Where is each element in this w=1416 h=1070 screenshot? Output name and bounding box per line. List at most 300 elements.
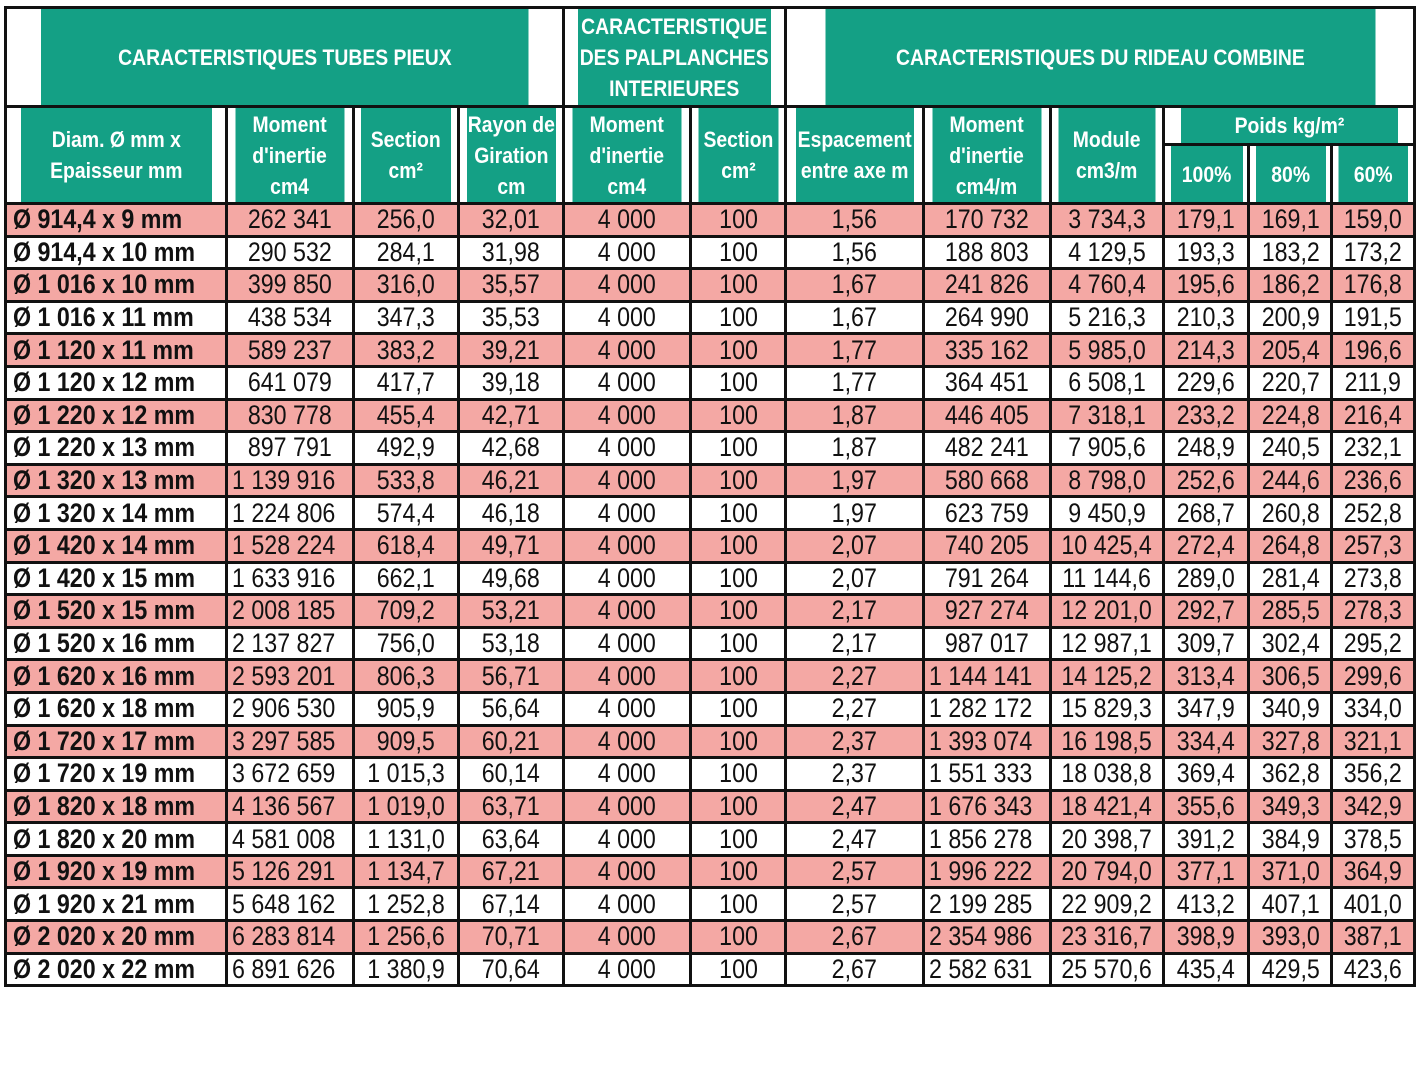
cell-moment-tube [226, 432, 353, 465]
cell-rayon [459, 301, 564, 334]
group-header-tubes [39, 8, 530, 107]
cell-moment-tube-value: 2 008 185 [231, 595, 335, 626]
cell-moment-rideau [923, 855, 1050, 888]
cell-poids-100-value: 289,0 [1177, 562, 1236, 593]
cell-espacement-value: 2,07 [831, 562, 877, 593]
cell-rayon [459, 888, 564, 921]
cell-diam-value: Ø 1 820 x 20 mm [13, 823, 196, 854]
cell-section-tube-value: 533,8 [376, 465, 436, 496]
cell-diam-value: Ø 2 020 x 20 mm [13, 921, 196, 952]
cell-poids-60 [1332, 497, 1415, 530]
cell-moment-rideau-value: 482 241 [944, 432, 1029, 463]
cell-poids-100-value: 179,1 [1177, 204, 1236, 235]
cell-poids-80 [1249, 464, 1332, 497]
cell-poids-60-value: 216,4 [1344, 399, 1403, 430]
cell-moment-tube-value: 6 891 626 [231, 953, 335, 984]
cell-module [1050, 921, 1163, 954]
table-row [6, 758, 1415, 791]
table-row [6, 921, 1415, 954]
cell-poids-60 [1332, 269, 1415, 302]
cell-moment-rideau [923, 301, 1050, 334]
cell-section-tube [353, 692, 458, 725]
cell-section-tube [353, 236, 458, 269]
cell-poids-80-value: 224,8 [1261, 399, 1320, 430]
cell-moment-rideau-value: 580 668 [944, 465, 1029, 496]
cell-poids-100-value: 334,4 [1177, 725, 1236, 756]
cell-poids-60-value: 273,8 [1344, 562, 1403, 593]
cell-moment-palp-value: 4 000 [598, 399, 657, 430]
cell-poids-80-value: 285,5 [1261, 595, 1320, 626]
cell-section-palp [691, 236, 786, 269]
cell-section-tube-value: 1 131,0 [367, 823, 445, 854]
cell-section-tube-value: 1 019,0 [367, 790, 445, 821]
table-row [6, 497, 1415, 530]
cell-moment-palp [563, 497, 691, 530]
cell-module-value: 25 570,6 [1061, 953, 1153, 984]
col-header-rayon [465, 107, 557, 204]
cell-poids-80 [1249, 562, 1332, 595]
cell-espacement [786, 888, 923, 921]
cell-moment-rideau-value: 1 282 172 [928, 693, 1032, 724]
cell-moment-palp [563, 692, 691, 725]
col-header-espacement-line2: entre axe m [800, 158, 909, 183]
cell-poids-80 [1249, 236, 1332, 269]
cell-poids-60-value: 211,9 [1345, 367, 1402, 398]
table-row [6, 627, 1415, 660]
table-row [6, 692, 1415, 725]
cell-espacement [786, 627, 923, 660]
cell-moment-palp [563, 399, 691, 432]
cell-section-tube-value: 909,5 [376, 725, 436, 756]
cell-moment-rideau [923, 953, 1050, 986]
cell-section-palp-value: 100 [718, 497, 758, 528]
col-header-rayon-line2: Giration [473, 142, 549, 168]
col-header-section-tube [360, 107, 453, 204]
cell-module-value: 20 794,0 [1061, 856, 1153, 887]
cell-moment-tube-value: 589 237 [247, 334, 332, 365]
cell-section-tube [353, 529, 458, 562]
cell-moment-palp [563, 953, 691, 986]
cell-moment-tube-value: 6 283 814 [231, 921, 335, 952]
cell-rayon [459, 595, 564, 628]
cell-poids-100 [1164, 497, 1249, 530]
table-header [6, 8, 1415, 204]
cell-module [1050, 399, 1163, 432]
cell-diam-value: Ø 1 920 x 19 mm [13, 856, 196, 887]
cell-rayon [459, 236, 564, 269]
cell-poids-80-value: 327,8 [1261, 725, 1320, 756]
cell-moment-tube [226, 595, 353, 628]
cell-moment-tube-value: 897 791 [247, 432, 332, 463]
cell-moment-tube [226, 627, 353, 660]
cell-espacement-value: 2,57 [831, 856, 877, 887]
cell-poids-60 [1332, 399, 1415, 432]
cell-section-tube [353, 497, 458, 530]
cell-section-tube-value: 1 015,3 [367, 758, 445, 789]
cell-section-tube [353, 888, 458, 921]
cell-poids-60-value: 278,3 [1344, 595, 1403, 626]
cell-section-palp-value: 100 [718, 204, 758, 235]
cell-espacement [786, 399, 923, 432]
col-header-moment-rideau [931, 107, 1043, 204]
cell-section-palp [691, 855, 786, 888]
cell-section-palp-value: 100 [718, 660, 758, 691]
cell-poids-80 [1249, 529, 1332, 562]
cell-diam-value: Ø 1 520 x 16 mm [13, 628, 196, 659]
table-row [6, 269, 1415, 302]
cell-poids-100-value: 252,6 [1177, 465, 1236, 496]
cell-moment-rideau [923, 269, 1050, 302]
cell-poids-100 [1164, 464, 1249, 497]
cell-moment-rideau [923, 562, 1050, 595]
cell-diam [6, 529, 227, 562]
cell-espacement [786, 692, 923, 725]
group-header-rideau-label: CARACTERISTIQUES DU RIDEAU COMBINE [895, 44, 1305, 70]
cell-diam [6, 595, 227, 628]
cell-poids-80 [1249, 953, 1332, 986]
col-header-moment-palp-line1: Moment [589, 111, 665, 137]
cell-section-palp [691, 888, 786, 921]
cell-moment-rideau [923, 366, 1050, 399]
cell-rayon-value: 56,64 [481, 693, 541, 724]
cell-module-value: 12 201,0 [1061, 595, 1153, 626]
col-header-moment-rideau-line2: d'inertie [949, 142, 1024, 168]
cell-section-tube [353, 953, 458, 986]
cell-section-tube-value: 662,1 [376, 562, 436, 593]
cell-moment-rideau-value: 264 990 [944, 302, 1029, 333]
cell-poids-60 [1332, 595, 1415, 628]
cell-espacement [786, 204, 923, 237]
cell-section-palp [691, 562, 786, 595]
cell-section-tube-value: 316,0 [376, 269, 436, 300]
cell-diam [6, 399, 227, 432]
cell-poids-100-value: 435,4 [1177, 953, 1236, 984]
cell-moment-palp [563, 529, 691, 562]
cell-diam [6, 725, 227, 758]
cell-diam-value: Ø 1 120 x 12 mm [13, 367, 196, 398]
table-row [6, 334, 1415, 367]
table-row [6, 725, 1415, 758]
table-row [6, 366, 1415, 399]
cell-moment-tube-value: 5 126 291 [231, 856, 335, 887]
cell-espacement-value: 1,77 [831, 334, 877, 365]
cell-section-palp-value: 100 [718, 399, 758, 430]
cell-diam [6, 464, 227, 497]
cell-rayon-value: 60,14 [481, 758, 541, 789]
cell-module [1050, 790, 1163, 823]
cell-rayon [459, 790, 564, 823]
cell-module-value: 7 905,6 [1068, 432, 1146, 463]
cell-espacement [786, 497, 923, 530]
cell-espacement [786, 432, 923, 465]
cell-moment-tube [226, 301, 353, 334]
col-header-section-palp-line1: Section [703, 127, 774, 152]
cell-diam [6, 366, 227, 399]
cell-moment-rideau [923, 334, 1050, 367]
cell-poids-60-value: 387,1 [1344, 921, 1403, 952]
cell-poids-60-value: 257,3 [1344, 530, 1403, 561]
cell-rayon [459, 725, 564, 758]
cell-section-palp [691, 399, 786, 432]
cell-rayon [459, 921, 564, 954]
cell-rayon-value: 49,71 [481, 530, 541, 561]
cell-section-tube [353, 660, 458, 693]
table-row [6, 888, 1415, 921]
cell-module-value: 20 398,7 [1061, 823, 1153, 854]
cell-moment-tube-value: 5 648 162 [231, 888, 335, 919]
cell-diam [6, 334, 227, 367]
cell-poids-60-value: 173,2 [1344, 236, 1403, 267]
cell-espacement-value: 1,67 [831, 302, 877, 333]
cell-module-value: 10 425,4 [1061, 530, 1153, 561]
cell-poids-60-value: 378,5 [1344, 823, 1403, 854]
cell-section-tube-value: 905,9 [376, 693, 436, 724]
col-header-diam-line2: Epaisseur mm [49, 158, 182, 183]
cell-moment-tube-value: 830 778 [247, 399, 332, 430]
cell-diam [6, 758, 227, 791]
cell-poids-60-value: 334,0 [1344, 693, 1403, 724]
cell-moment-palp [563, 236, 691, 269]
table-row [6, 953, 1415, 986]
cell-poids-80 [1249, 692, 1332, 725]
cell-moment-tube-value: 2 593 201 [231, 660, 335, 691]
cell-moment-tube [226, 529, 353, 562]
cell-espacement-value: 1,77 [831, 367, 877, 398]
cell-poids-80-value: 240,5 [1261, 432, 1320, 463]
cell-espacement [786, 334, 923, 367]
cell-moment-rideau-value: 2 199 285 [928, 888, 1032, 919]
cell-moment-rideau-value: 1 856 278 [928, 823, 1032, 854]
cell-poids-80 [1249, 595, 1332, 628]
cell-moment-rideau-value: 623 759 [944, 497, 1029, 528]
cell-moment-palp-value: 4 000 [598, 628, 657, 659]
cell-moment-tube [226, 855, 353, 888]
cell-moment-palp-value: 4 000 [598, 269, 657, 300]
cell-espacement-value: 2,47 [831, 790, 877, 821]
col-header-poids-100: 100% [1169, 145, 1244, 204]
cell-moment-palp [563, 595, 691, 628]
cell-poids-60 [1332, 432, 1415, 465]
cell-module-value: 23 316,7 [1061, 921, 1153, 952]
cell-poids-100 [1164, 758, 1249, 791]
col-header-moment-tube [234, 107, 346, 204]
cell-section-palp-value: 100 [718, 628, 758, 659]
cell-poids-100 [1164, 725, 1249, 758]
cell-moment-rideau [923, 497, 1050, 530]
cell-moment-palp [563, 204, 691, 237]
cell-moment-palp [563, 464, 691, 497]
cell-diam [6, 562, 227, 595]
cell-rayon [459, 432, 564, 465]
cell-moment-palp [563, 366, 691, 399]
col-header-module-line1: Module [1072, 127, 1141, 152]
cell-rayon [459, 464, 564, 497]
cell-section-palp-value: 100 [718, 269, 758, 300]
cell-espacement [786, 366, 923, 399]
cell-moment-palp-value: 4 000 [598, 302, 657, 333]
cell-diam-value: Ø 1 620 x 18 mm [13, 693, 196, 724]
cell-moment-rideau [923, 758, 1050, 791]
cell-moment-rideau [923, 692, 1050, 725]
cell-poids-100-value: 272,4 [1177, 530, 1236, 561]
cell-poids-80-value: 281,4 [1261, 562, 1320, 593]
cell-section-palp [691, 823, 786, 856]
cell-section-palp [691, 334, 786, 367]
col-header-module [1057, 107, 1157, 204]
cell-poids-100-value: 347,9 [1177, 693, 1236, 724]
cell-module-value: 8 798,0 [1068, 465, 1146, 496]
col-header-rayon-line3: cm [497, 173, 525, 199]
cell-poids-80 [1249, 301, 1332, 334]
cell-moment-rideau-value: 335 162 [944, 334, 1029, 365]
cell-section-tube-value: 1 256,6 [367, 921, 445, 952]
table-row [6, 301, 1415, 334]
cell-espacement-value: 1,56 [831, 236, 877, 267]
cell-moment-palp-value: 4 000 [598, 725, 657, 756]
cell-module [1050, 562, 1163, 595]
cell-poids-100-value: 229,6 [1177, 367, 1236, 398]
cell-moment-rideau [923, 627, 1050, 660]
cell-poids-100-value: 233,2 [1177, 399, 1236, 430]
cell-espacement [786, 464, 923, 497]
cell-poids-60-value: 176,8 [1344, 269, 1403, 300]
cell-espacement [786, 529, 923, 562]
cell-module [1050, 464, 1163, 497]
cell-section-tube [353, 758, 458, 791]
cell-espacement-value: 2,47 [831, 823, 877, 854]
cell-moment-tube [226, 758, 353, 791]
cell-diam-value: Ø 914,4 x 9 mm [13, 204, 183, 235]
cell-moment-rideau-value: 1 996 222 [928, 856, 1032, 887]
cell-espacement [786, 236, 923, 269]
cell-poids-60 [1332, 758, 1415, 791]
cell-module-value: 16 198,5 [1061, 725, 1153, 756]
cell-section-palp-value: 100 [718, 562, 758, 593]
cell-poids-100 [1164, 269, 1249, 302]
cell-section-palp [691, 725, 786, 758]
cell-moment-tube [226, 823, 353, 856]
cell-poids-60 [1332, 204, 1415, 237]
group-header-palplanches-line3: INTERIEURES [609, 75, 740, 101]
cell-moment-palp-value: 4 000 [598, 530, 657, 561]
cell-poids-100 [1164, 204, 1249, 237]
cell-section-palp [691, 432, 786, 465]
cell-poids-80-value: 244,6 [1261, 465, 1320, 496]
cell-moment-tube-value: 438 534 [247, 302, 332, 333]
cell-module [1050, 953, 1163, 986]
cell-rayon [459, 366, 564, 399]
cell-moment-rideau-value: 2 354 986 [928, 921, 1032, 952]
cell-section-tube [353, 627, 458, 660]
cell-espacement [786, 595, 923, 628]
cell-section-palp [691, 366, 786, 399]
cell-section-palp-value: 100 [718, 465, 758, 496]
cell-moment-palp-value: 4 000 [598, 334, 657, 365]
cell-espacement-value: 1,67 [831, 269, 877, 300]
cell-poids-100 [1164, 529, 1249, 562]
cell-poids-100-value: 377,1 [1177, 856, 1236, 887]
cell-moment-rideau-value: 1 676 343 [928, 790, 1032, 821]
cell-section-tube [353, 595, 458, 628]
table-row [6, 823, 1415, 856]
cell-poids-80 [1249, 823, 1332, 856]
table-row [6, 660, 1415, 693]
cell-rayon-value: 60,21 [481, 725, 541, 756]
cell-module-value: 18 038,8 [1061, 758, 1153, 789]
cell-poids-100 [1164, 301, 1249, 334]
cell-section-palp-value: 100 [718, 693, 758, 724]
cell-moment-rideau [923, 790, 1050, 823]
cell-espacement [786, 725, 923, 758]
cell-poids-60-value: 321,1 [1344, 725, 1403, 756]
cell-espacement-value: 2,17 [831, 628, 877, 659]
col-header-moment-rideau-line1: Moment [949, 111, 1024, 137]
cell-espacement-value: 2,27 [831, 693, 877, 724]
cell-poids-100-value: 214,3 [1177, 334, 1236, 365]
col-header-moment-rideau-line3: cm4/m [955, 173, 1018, 199]
cell-module [1050, 660, 1163, 693]
cell-poids-80 [1249, 399, 1332, 432]
cell-poids-80 [1249, 888, 1332, 921]
cell-poids-100-value: 313,4 [1177, 660, 1236, 691]
cell-poids-60 [1332, 334, 1415, 367]
cell-poids-60 [1332, 529, 1415, 562]
cell-poids-80-value: 407,1 [1261, 888, 1320, 919]
cell-moment-palp-value: 4 000 [598, 758, 657, 789]
cell-section-palp-value: 100 [718, 432, 758, 463]
cell-moment-tube-value: 3 297 585 [231, 725, 335, 756]
cell-poids-100 [1164, 953, 1249, 986]
group-header-palplanches [577, 8, 773, 107]
cell-moment-rideau-value: 927 274 [944, 595, 1029, 626]
cell-moment-rideau [923, 888, 1050, 921]
cell-moment-tube-value: 399 850 [247, 269, 332, 300]
cell-module [1050, 269, 1163, 302]
cell-poids-80 [1249, 366, 1332, 399]
cell-poids-100 [1164, 432, 1249, 465]
cell-poids-100 [1164, 855, 1249, 888]
cell-module-value: 4 760,4 [1068, 269, 1146, 300]
cell-section-palp-value: 100 [718, 595, 758, 626]
table-body [6, 204, 1415, 986]
col-header-espacement-line1: Espacement [797, 127, 912, 152]
cell-section-tube [353, 562, 458, 595]
cell-diam [6, 953, 227, 986]
cell-poids-80-value: 260,8 [1261, 497, 1320, 528]
cell-section-palp [691, 627, 786, 660]
cell-poids-60 [1332, 823, 1415, 856]
cell-espacement-value: 1,56 [831, 204, 877, 235]
cell-diam [6, 627, 227, 660]
cell-section-tube-value: 1 380,9 [367, 953, 445, 984]
cell-diam-value: Ø 914,4 x 10 mm [13, 236, 196, 267]
cell-moment-rideau-value: 1 393 074 [928, 725, 1032, 756]
cell-espacement [786, 562, 923, 595]
cell-moment-palp-value: 4 000 [598, 497, 657, 528]
cell-moment-rideau-value: 241 826 [944, 269, 1029, 300]
cell-poids-80-value: 306,5 [1261, 660, 1320, 691]
cell-section-palp-value: 100 [718, 921, 758, 952]
cell-poids-100 [1164, 627, 1249, 660]
table-row [6, 464, 1415, 497]
col-header-section-tube-line2: cm² [388, 158, 424, 183]
cell-poids-80-value: 340,9 [1261, 693, 1320, 724]
cell-poids-60-value: 159,0 [1344, 204, 1403, 235]
cell-espacement-value: 1,97 [831, 465, 877, 496]
cell-moment-rideau [923, 921, 1050, 954]
cell-rayon-value: 67,14 [481, 888, 541, 919]
cell-poids-100 [1164, 888, 1249, 921]
